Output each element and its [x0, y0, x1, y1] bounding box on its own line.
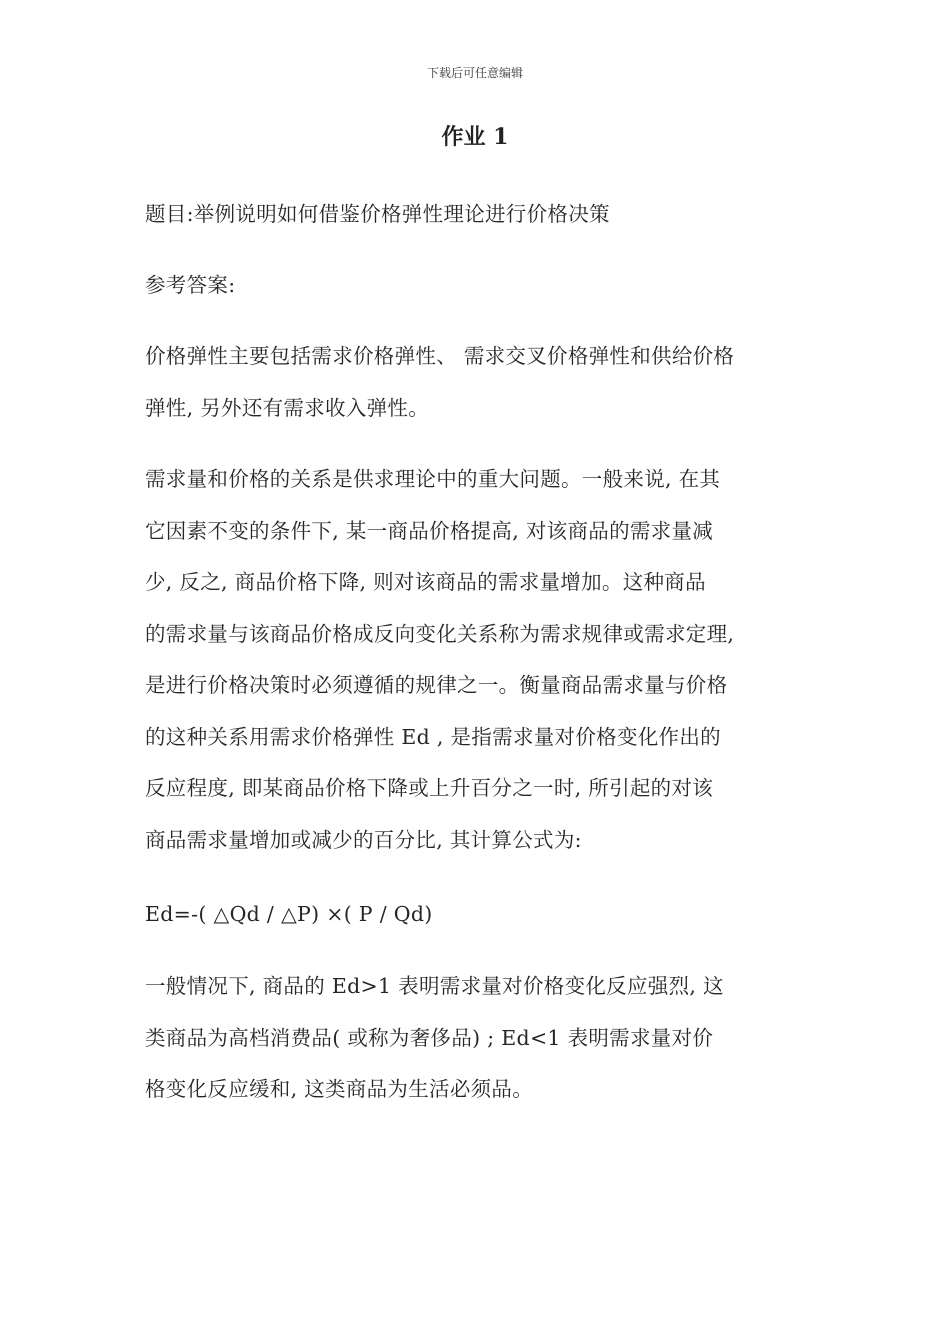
paragraph-demand-law [145, 454, 810, 866]
text-line: 反应程度, 即某商品价格下降或上升百分之一时, 所引起的对该 [145, 776, 714, 800]
text-line: 是进行价格决策时必须遵循的规律之一。衡量商品需求量与价格 [145, 673, 728, 697]
text-line: 类商品为高档消费品( 或称为奢侈品) ; Ed<1 表明需求量对价 [145, 1025, 714, 1050]
text-line: 少, 反之, 商品价格下降, 则对该商品的需求量增加。这种商品 [145, 570, 706, 594]
text-line: 的需求量与该商品价格成反向变化关系称为需求规律或需求定理, [145, 621, 735, 646]
answer-label: 参考答案: [145, 273, 236, 297]
text-line: 商品需求量增加或减少的百分比, 其计算公式为: [145, 827, 582, 852]
elasticity-formula: Ed=-( △Qd / △P) ×( P / Qd) [145, 902, 433, 926]
text-line: 一般情况下, 商品的 Ed>1 表明需求量对价格变化反应强烈, 这 [145, 974, 724, 998]
text-line: 它因素不变的条件下, 某一商品价格提高, 对该商品的需求量减 [145, 518, 714, 543]
paragraph-elasticity-types [145, 331, 810, 434]
question-text: 题目:举例说明如何借鉴价格弹性理论进行价格决策 [145, 202, 610, 226]
paragraph-conclusion [145, 961, 810, 1116]
text-line: 弹性, 另外还有需求收入弹性。 [145, 395, 430, 420]
text-line: 需求量和价格的关系是供求理论中的重大问题。一般来说, 在其 [145, 467, 721, 491]
header-note: 下载后可任意编辑 [426, 66, 523, 80]
text-line: 的这种关系用需求价格弹性 Ed , 是指需求量对价格变化作出的 [145, 724, 721, 749]
text-line: 价格弹性主要包括需求价格弹性、 需求交叉价格弹性和供给价格 [145, 344, 735, 368]
document-title: 作业 1 [441, 124, 509, 150]
text-line: 格变化反应缓和, 这类商品为生活必须品。 [145, 1077, 534, 1101]
